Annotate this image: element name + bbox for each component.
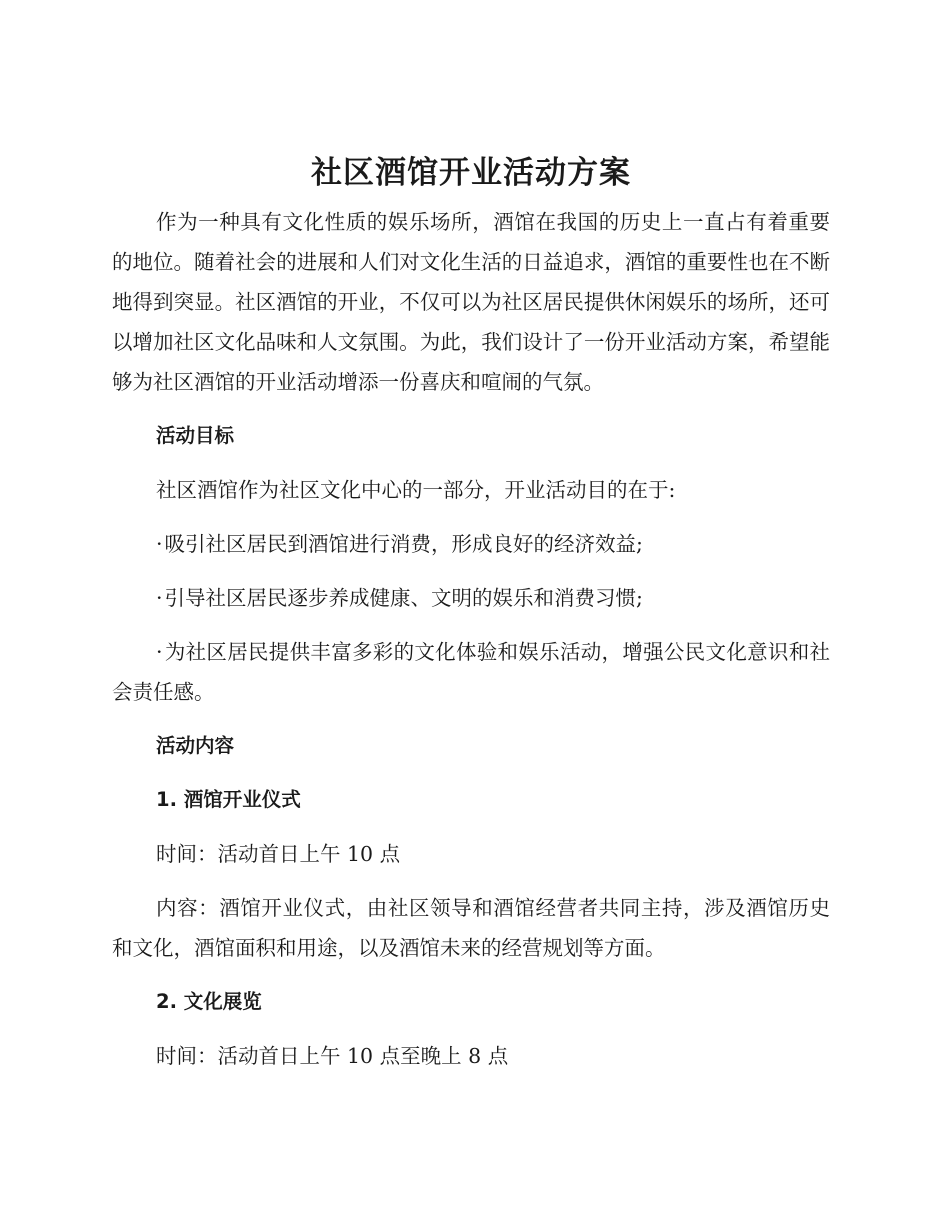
document-title: 社区酒馆开业活动方案 [311, 155, 631, 191]
bullet-icon: · [156, 532, 163, 556]
bullet-icon: · [156, 586, 163, 610]
section2-time: 时间：活动首日上午 10 点至晚上 8 点 [156, 1044, 509, 1068]
goal-text: 吸引社区居民到酒馆进行消费，形成良好的经济效益; [164, 532, 643, 556]
content-heading: 活动内容 [156, 734, 235, 757]
goal-text: 为社区居民提供丰富多彩的文化体验和娱乐活动，增强公民文化意识和社会责任感。 [112, 640, 830, 704]
goals-intro: 社区酒馆作为社区文化中心的一部分，开业活动目的在于: [156, 478, 676, 502]
section1-heading: 1. 酒馆开业仪式 [156, 788, 301, 811]
bullet-icon: · [156, 640, 163, 664]
section2-heading: 2. 文化展览 [156, 990, 262, 1013]
goals-heading: 活动目标 [156, 424, 235, 447]
section1-time: 时间：活动首日上午 10 点 [156, 842, 401, 866]
goal-item [112, 524, 830, 564]
goal-text: 引导社区居民逐步养成健康、文明的娱乐和消费习惯; [164, 586, 643, 610]
intro-paragraph: 作为一种具有文化性质的娱乐场所，酒馆在我国的历史上一直占有着重要的地位。随着社会的进展和人们对文化生活的日益追求，酒馆的重要性也在不断地得到突显。社区酒馆的开业，不仅可以为社区居民提供休闲娱乐的场所，还可以增加社区文化品味和人文氛围。为此，我们设计了一份开业活动方案，希望能够为社区酒馆的开业活动增添一份喜庆和喧闹的气氛。 [112, 210, 830, 394]
document-page [112, 150, 830, 1076]
goal-item [112, 578, 830, 618]
goal-item [112, 632, 830, 712]
section1-content: 内容：酒馆开业仪式，由社区领导和酒馆经营者共同主持，涉及酒馆历史和文化，酒馆面积和用途，以及酒馆未来的经营规划等方面。 [112, 896, 830, 960]
